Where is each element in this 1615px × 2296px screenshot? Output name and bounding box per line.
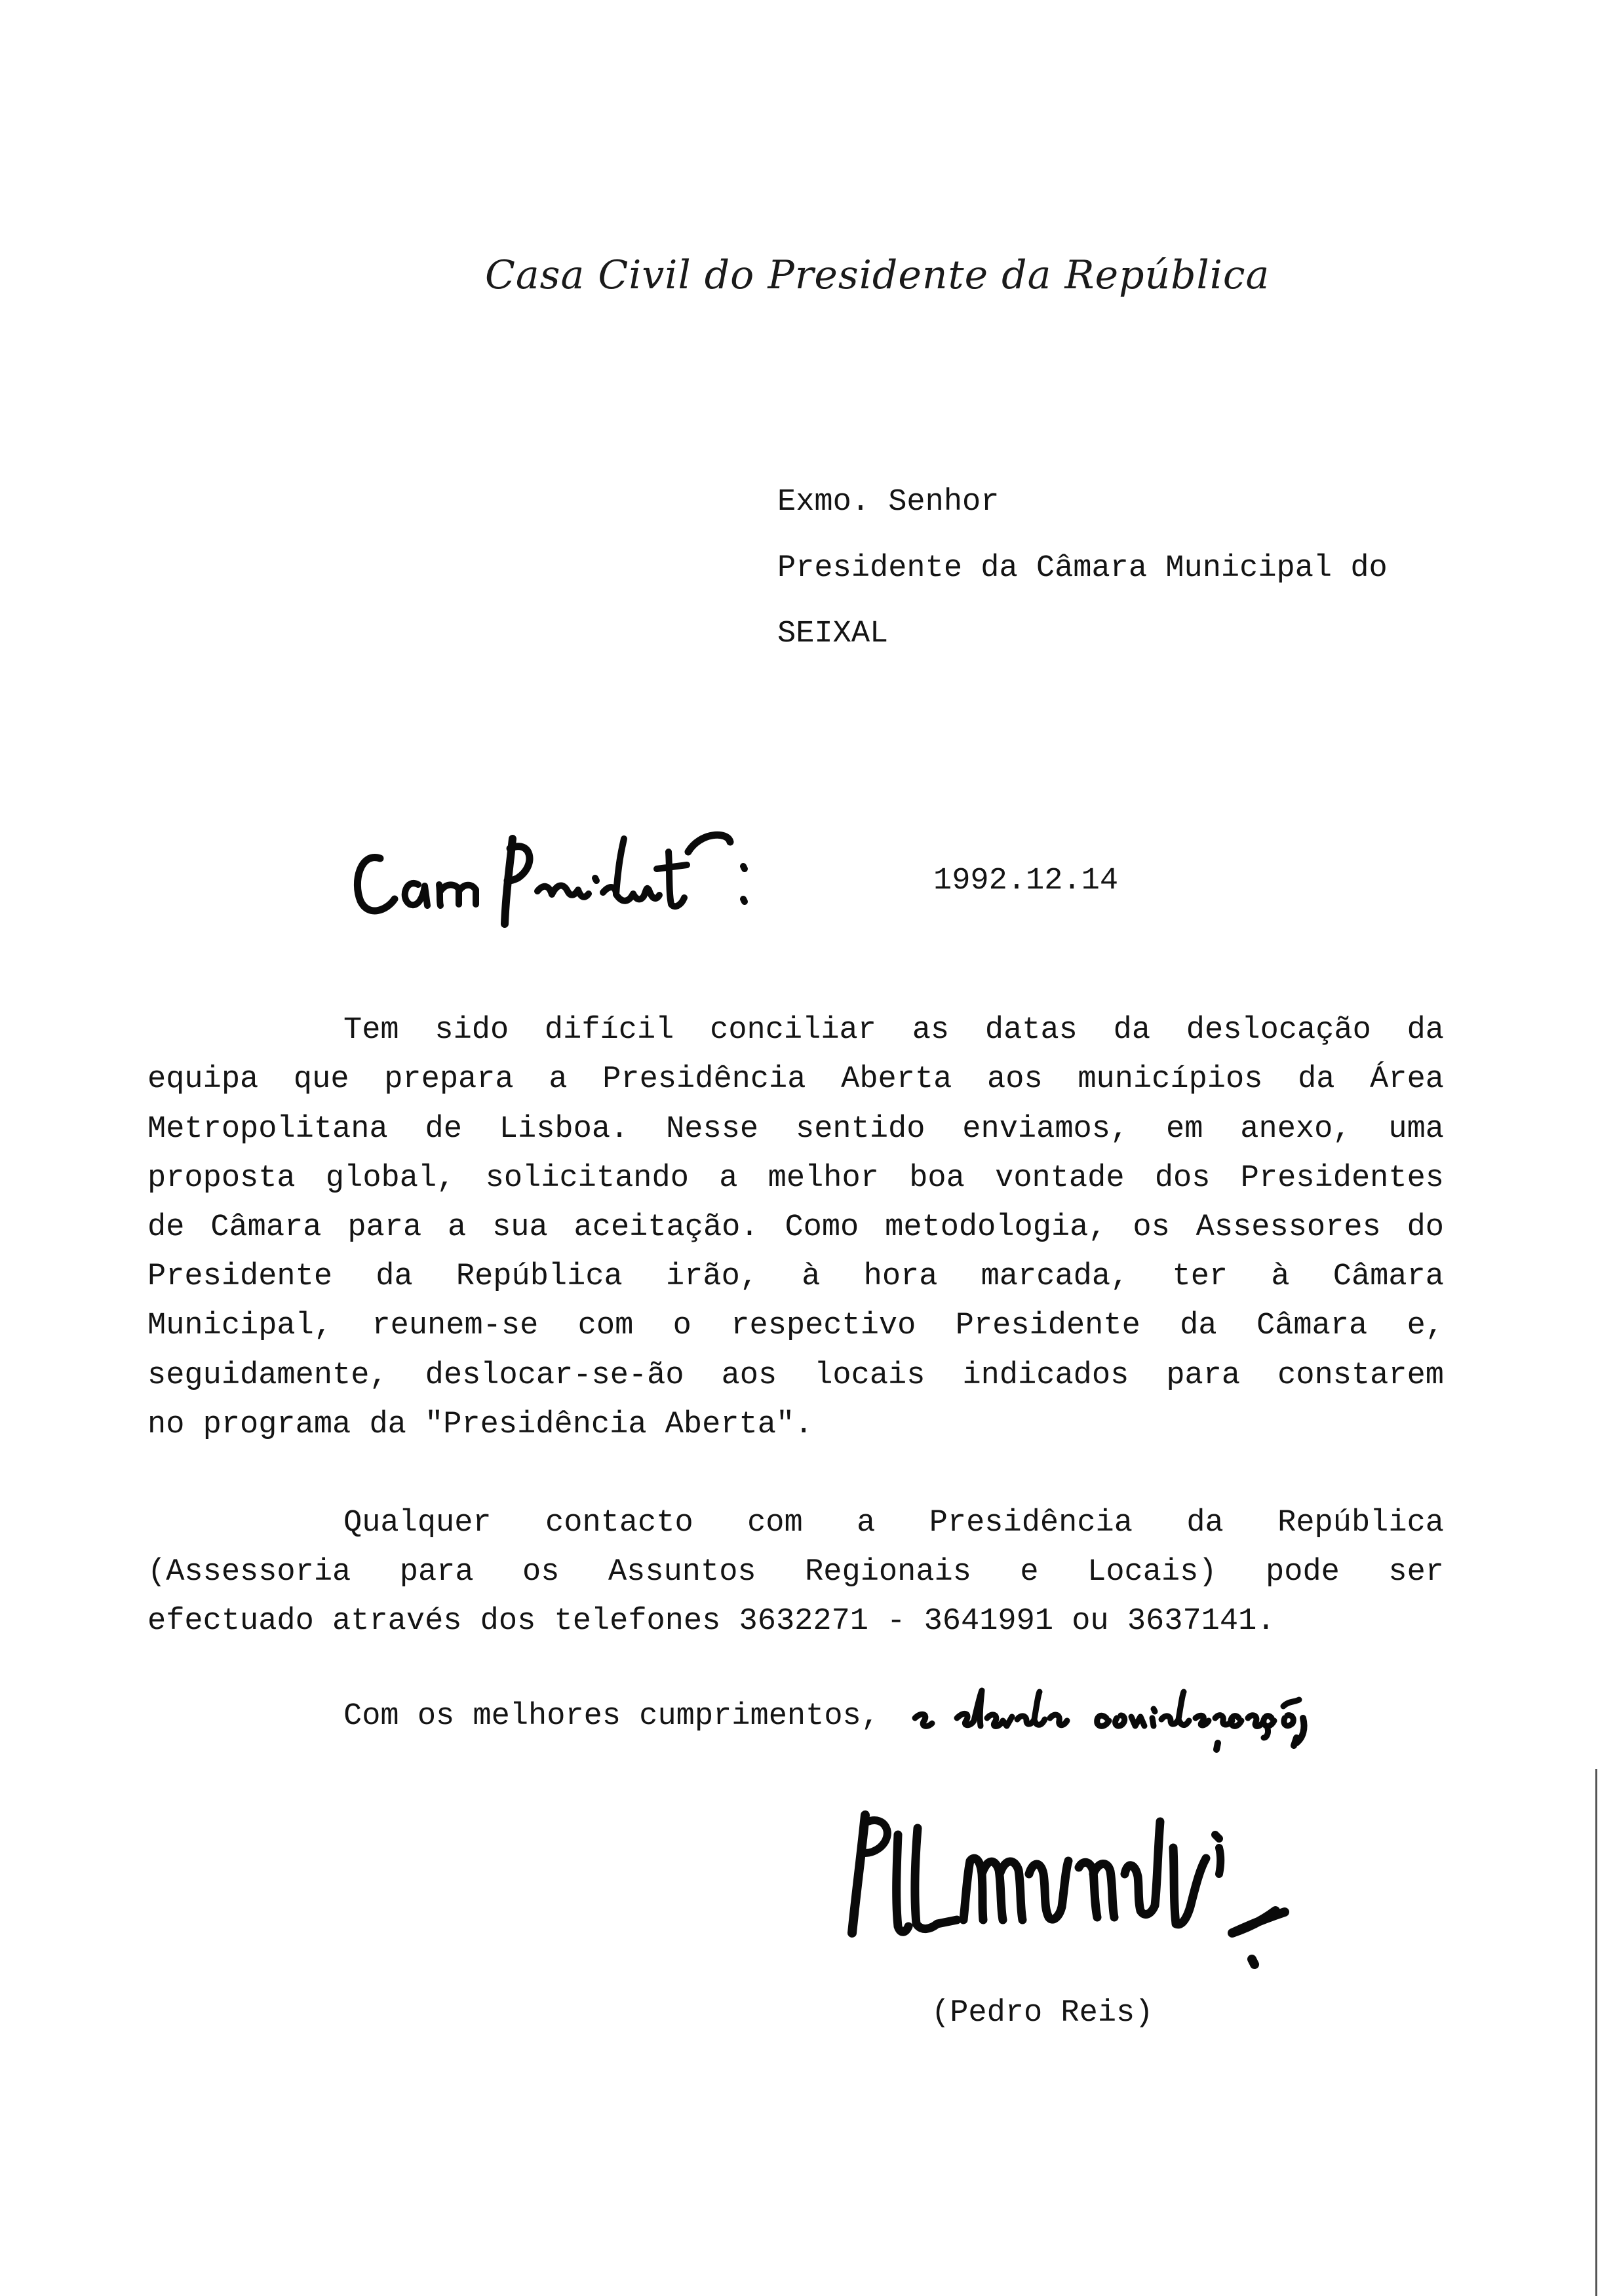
paragraph-1-line: equipa que prepara a Presidência Aberta aos municípios da Área	[147, 1062, 1444, 1097]
handwritten-salutation	[341, 813, 760, 930]
paragraph-1-line: Presidente da República irão, à hora marcada, ter à Câmara	[147, 1259, 1444, 1294]
handwritten-closing-addition	[910, 1677, 1447, 1769]
paragraph-1-line: de Câmara para a sua aceitação. Como metodologia, os Assessores do	[147, 1210, 1444, 1245]
scan-edge-line	[1595, 1769, 1597, 2296]
paragraph-1-line: Tem sido difícil conciliar as datas da deslocação da	[343, 1013, 1444, 1048]
addressee-line-1: Exmo. Senhor	[777, 485, 1000, 520]
signatory-name: (Pedro Reis)	[931, 1996, 1154, 2031]
paragraph-1-line: no programa da "Presidência Aberta".	[147, 1407, 813, 1442]
letter-date: 1992.12.14	[933, 864, 1119, 898]
addressee-line-2: Presidente da Câmara Municipal do	[777, 551, 1388, 586]
paragraph-2-line: (Assessoria para os Assuntos Regionais e Locais) pode ser	[147, 1555, 1444, 1590]
handwritten-signature	[832, 1795, 1396, 1992]
paragraph-1-line: Municipal, reunem-se com o respectivo Presidente da Câmara e,	[147, 1309, 1444, 1343]
letterhead: Casa Civil do Presidente da República	[485, 252, 1270, 298]
paragraph-2-line: efectuado através dos telefones 3632271 - 3641991 ou 3637141.	[147, 1604, 1275, 1639]
closing-line: Com os melhores cumprimentos,	[343, 1699, 880, 1734]
paragraph-2-line: Qualquer contacto com a Presidência da República	[343, 1506, 1444, 1540]
paragraph-1-line: seguidamente, deslocar-se-ão aos locais indicados para constarem	[147, 1358, 1444, 1393]
paragraph-1-line: Metropolitana de Lisboa. Nesse sentido enviamos, em anexo, uma	[147, 1112, 1444, 1147]
addressee-line-3: SEIXAL	[777, 617, 889, 651]
paragraph-1-line: proposta global, solicitando a melhor boa vontade dos Presidentes	[147, 1161, 1444, 1196]
